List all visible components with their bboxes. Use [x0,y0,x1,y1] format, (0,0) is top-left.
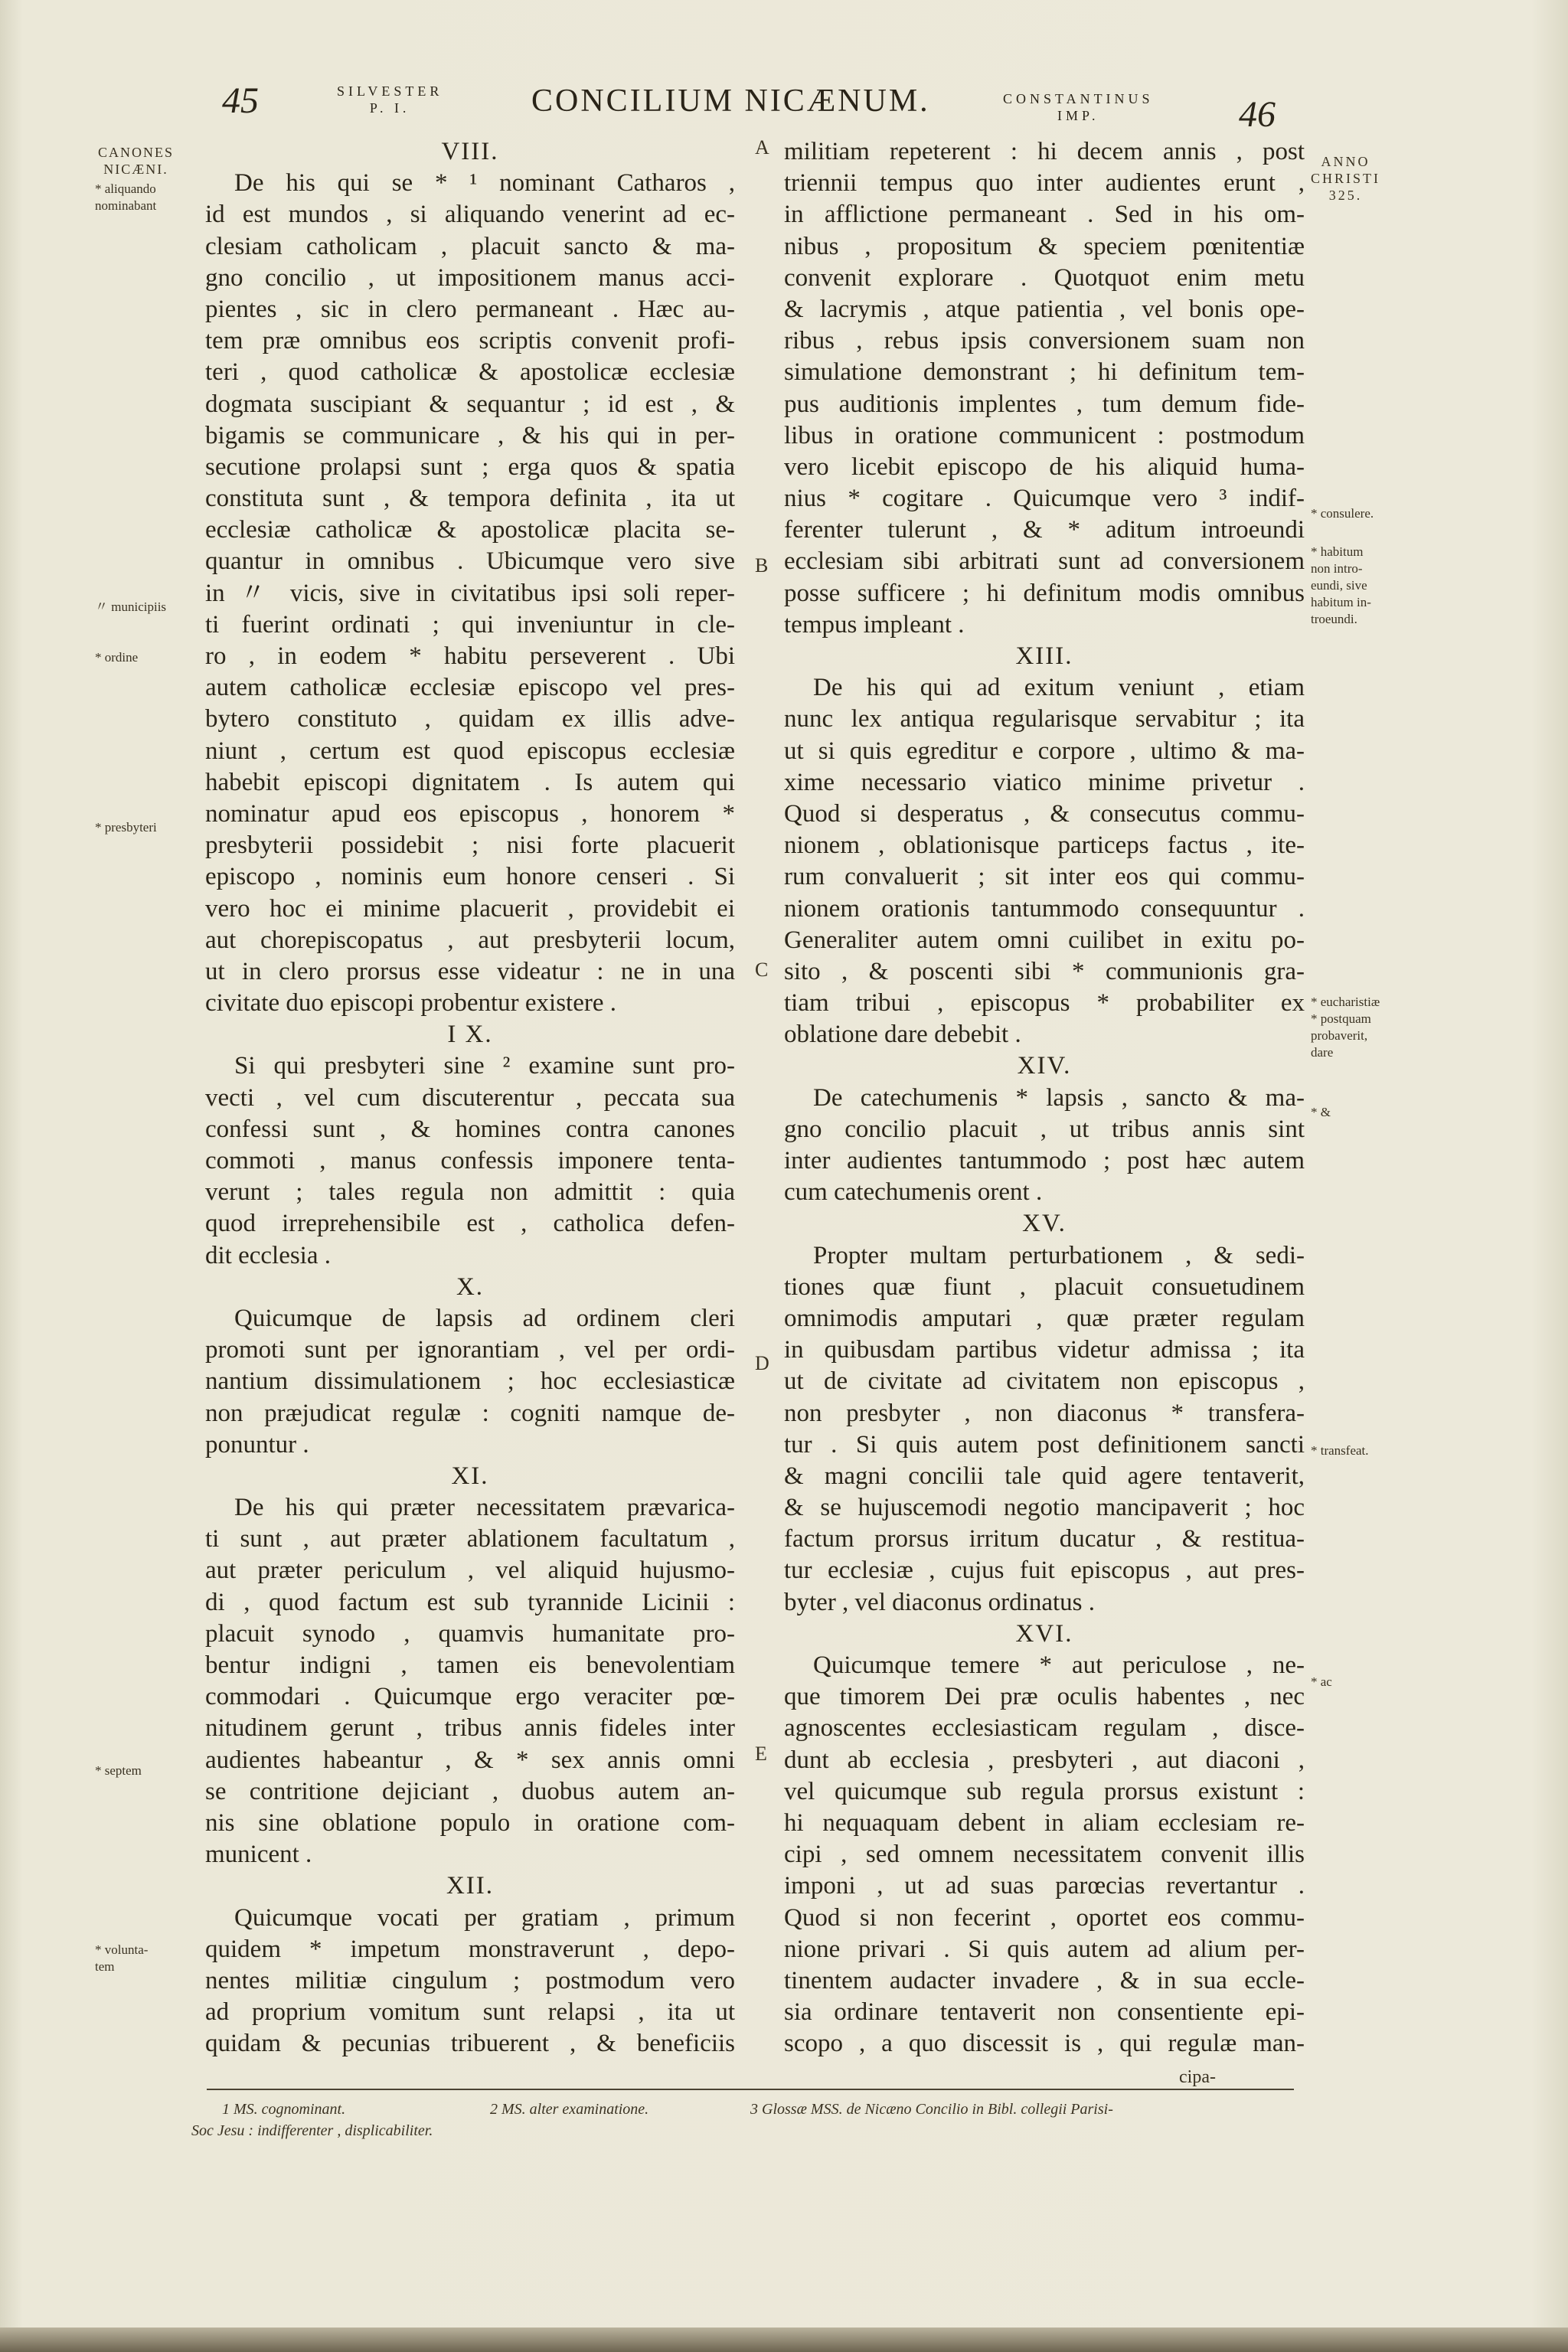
column-section-letter: B [755,554,769,577]
text-line: placuit synodo , quamvis humanitate pro- [205,1619,735,1648]
text-line: se contritione dejiciant , duobus autem an- [205,1777,735,1805]
margin-note: * volunta- [95,1942,149,1957]
text-line: bytero constituto , quidam ex illis adve- [205,705,735,733]
running-head-emperor-line: CONSTANTINUS [1003,91,1154,106]
text-line: Quod si desperatus , & consecutus commu- [784,799,1305,828]
text-line: tur . Si quis autem post definitionem sancti [784,1430,1305,1459]
text-line: Quicumque vocati per gratiam , primum [234,1903,735,1932]
text-line: autem catholicæ ecclesiæ episcopo vel pres- [205,674,735,702]
margin-title-line: ANNO [1321,154,1370,169]
text-line: byter , vel diaconus ordinatus . [784,1588,1095,1616]
text-line: nentes militiæ cingulum ; postmodum vero [205,1966,735,1994]
text-line: Quod si non fecerint , oportet eos commu- [784,1903,1305,1932]
column-section-letter: A [755,136,769,158]
text-line: ecclesiam sibi arbitrati sunt ad conversionem [784,547,1305,576]
text-line: habebit episcopi dignitatem . Is autem qui [205,768,735,796]
margin-note: * septem [95,1763,142,1778]
text-line: cipi , sed omnem necessitatem convenit illis [784,1841,1305,1869]
text-line: verunt ; tales regula non admittit : quia [205,1178,735,1207]
margin-title-line: CANONES [98,145,175,160]
text-line: audientes habeantur , & * sex annis omni [205,1746,735,1774]
margin-note: * postquam [1311,1011,1371,1026]
text-line: municent . [205,1841,312,1869]
margin-note: troeundi. [1311,612,1357,626]
text-line: commodari . Quicumque ergo veraciter pœ- [205,1683,735,1711]
margin-note: probaverit, [1311,1028,1368,1043]
text-line: tiam tribui , episcopus * probabiliter ex [784,989,1305,1018]
text-line: nitudinem gerunt , tribus annis fideles inter [205,1714,735,1743]
text-column-right [784,136,1305,2060]
running-head-pope [337,83,443,116]
text-line: pientes , sic in clero permaneant . Hæc au- [205,295,735,323]
canon-heading: I X. [447,1021,493,1049]
text-line: pus auditionis implentes , tum demum fide- [784,390,1305,418]
text-line: & lacrymis , atque patientia , vel bonis ope- [784,295,1305,323]
canon-heading: XVI. [1015,1619,1073,1648]
canon-heading: VIII. [441,138,499,165]
text-line: vero licebit episcopo de his aliquid huma- [784,452,1305,481]
text-line: convenit explorare . Quotquot enim metu [784,263,1305,292]
text-line: triennii tempus quo inter audientes erunt , [784,169,1305,198]
margin-note: * consulere. [1311,506,1374,521]
text-line: nionem orationis tantummodo consequuntur . [784,894,1305,923]
text-line: nibus , propositum & speciem pœnitentiæ [784,232,1305,260]
text-line: ferenter tulerunt , & * aditum introeundi [784,516,1305,544]
text-line: non præjudicat regulæ : cogniti namque de- [205,1399,735,1427]
text-line: in 〃 vicis, sive in civitatibus ipsi soli reper- [205,579,735,607]
text-line: ut de civitate ad civitatem non episcopus , [784,1367,1305,1396]
text-line: quod irreprehensibile est , catholica defen- [205,1210,735,1238]
text-line: dogmata suscipiant & sequantur ; id est , & [205,390,735,418]
text-column-left [205,136,735,2060]
scan-edge [0,2328,1568,2352]
text-line: quidam & pecunias tribuerent , & beneficiis [205,2030,735,2058]
page-number-left: 45 [222,80,259,121]
text-line: agnoscentes ecclesiasticam regulam , disce- [784,1714,1305,1743]
running-head-pope-line: SILVESTER [337,83,443,99]
margin-note: 〃 municipiis [95,599,167,614]
margin-title-line: NICÆNI. [103,162,168,177]
text-line: posse sufficere ; hi definitum modis omnibus [784,579,1305,607]
margin-note: * eucharistiæ [1311,995,1380,1009]
text-line: promoti sunt per ignorantiam , vel per ordi- [205,1336,735,1364]
running-head-emperor-line: IMP. [1057,108,1099,123]
text-line: non presbyter , non diaconus * transfera- [784,1399,1305,1427]
margin-note: * ordine [95,650,139,665]
text-line: & magni concilii tale quid agere tentaverit, [784,1462,1305,1490]
canon-heading: XI. [451,1462,489,1490]
text-line: De catechumenis * lapsis , sancto & ma- [813,1083,1305,1112]
margin-note: dare [1311,1045,1334,1060]
text-line: & se hujuscemodi negotio mancipaverit ; hoc [784,1494,1305,1522]
text-line: De his qui se * ¹ nominant Catharos , [234,169,735,198]
canon-heading: XIII. [1015,642,1073,670]
footnote-3-continuation: Soc Jesu : indifferenter , displicabiliter. [191,2122,433,2139]
text-line: dit ecclesia . [205,1241,332,1269]
text-line: tur ecclesiæ , cujus fuit episcopus , aut pres- [784,1557,1305,1585]
text-line: quidem * impetum monstraverunt , depo- [205,1935,735,1963]
text-line: constituta sunt , & tempora definita , ita ut [205,485,735,513]
text-line: inter audientes tantummodo ; post hæc autem [784,1147,1305,1174]
catchword: cipa- [1179,2067,1216,2087]
text-line: ti fuerint ordinati ; qui inveniuntur in cle- [205,610,735,639]
text-line: que timorem Dei præ oculis habentes , nec [784,1683,1305,1711]
text-line: nione privari . Si quis autem ad alium per- [784,1935,1305,1963]
text-line: simulatione demonstrant ; hi definitum tem- [784,358,1305,387]
running-head-pope-line: P. I. [369,100,410,116]
text-line: sito , & poscenti sibi * communionis gra- [784,957,1305,985]
margin-note: habitum in- [1311,595,1371,609]
text-line: vecti , vel cum discuterentur , peccata sua [205,1083,735,1112]
text-line: nis sine oblatione populo in oratione com- [205,1808,735,1837]
text-line: civitate duo episcopi probentur existere . [205,989,616,1018]
text-line: bentur indigni , tamen eis benevolentiam [205,1651,735,1679]
text-line: scopo , a quo discessit is , qui regulæ man- [784,2030,1305,2058]
canon-heading: XV. [1022,1210,1067,1238]
footnote-3: 3 Glossæ MSS. de Nicæno Concilio in Bibl. collegii Parisi- [750,2101,1113,2118]
text-line: in afflictione permaneant . Sed in his om- [784,201,1305,229]
text-line: factum prorsus irritum ducatur , & restitua- [784,1525,1305,1553]
text-line: ti sunt , aut præter ablationem facultatum , [205,1525,735,1553]
text-line: commoti , manus confessis imponere tenta- [205,1147,735,1174]
text-line: militiam repeterent : hi decem annis , post [784,138,1305,165]
text-line: Propter multam perturbationem , & sedi- [813,1241,1305,1269]
text-line: sia ordinare tentaverit non consentiente epi- [784,1998,1305,2027]
footnote-1: 1 MS. cognominant. [222,2101,346,2118]
text-line: nionem , oblationisque particeps factus , ite- [784,831,1305,860]
text-line: gno concilio , ut impositionem manus acci- [205,263,735,292]
text-line: cum catechumenis orent . [784,1178,1043,1207]
margin-note: eundi, sive [1311,578,1367,593]
column-section-letter: D [755,1352,769,1374]
margin-title-line: 325. [1328,188,1363,203]
text-line: vel quicumque sub regula prorsus existunt : [784,1777,1305,1805]
text-line: tiones quæ fiunt , placuit consuetudinem [784,1272,1305,1301]
text-line: xime necessario viatico minime privetur . [784,768,1305,796]
text-line: presbyterii possidebit ; nisi forte placuerit [205,831,735,860]
canon-heading: XII. [446,1872,495,1900]
text-line: bigamis se communicare , & his qui in per- [205,421,735,449]
text-line: vero hoc ei minime placuerit , providebit ei [205,894,735,923]
text-line: ponuntur . [205,1430,309,1459]
page-title: CONCILIUM NICÆNUM. [531,83,930,119]
margin-note: * habitum [1311,544,1364,559]
margin-note: non intro- [1311,561,1363,576]
margin-note: * aliquando [95,181,156,196]
text-line: Generaliter autem omni cuilibet in exitu po- [784,926,1305,954]
text-line: omnimodis amputari , quæ præter regulam [784,1304,1305,1332]
margin-title-line: CHRISTI [1311,171,1381,186]
text-line: dunt ab ecclesia , presbyteri , aut diaconi , [784,1746,1305,1774]
text-line: tem præ omnibus eos scriptis convenit profi- [205,327,735,355]
text-line: nominatur apud eos episcopus , honorem * [205,799,735,828]
footnote-rule [207,2089,1294,2090]
margin-note: nominabant [95,198,157,213]
text-line: oblatione dare debebit . [784,1021,1021,1049]
text-line: di , quod factum est sub tyrannide Licinii : [205,1588,735,1616]
text-line: confessi sunt , & homines contra canones [205,1115,735,1143]
text-line: tinentem audacter invadere , & in sua eccle- [784,1966,1305,1994]
running-head-emperor [1003,90,1154,124]
margin-title-anno [1311,153,1380,204]
page-number-right: 46 [1239,94,1276,135]
text-line: nunc lex antiqua regularisque servabitur ; ita [784,705,1305,733]
text-line: ad proprium vomitum sunt relapsi , ita ut [205,1998,735,2027]
text-line: episcopo , nominis eum honore censeri . Si [205,863,735,891]
text-line: rum convaluerit ; sit inter eos qui commu- [784,863,1305,891]
column-section-letter: C [755,959,769,981]
text-line: in quibusdam partibus videtur admissa ; ita [784,1336,1305,1364]
text-line: ut si quis egreditur e corpore , ultimo & ma- [784,737,1305,765]
text-line: clesiam catholicam , placuit sancto & ma- [205,232,735,260]
text-line: ro , in eodem * habitu perseverent . Ubi [205,642,735,670]
text-line: aut præter periculum , vel aliquid hujusmo- [205,1557,735,1585]
text-line: De his qui ad exitum veniunt , etiam [813,674,1305,702]
text-line: libus in oratione communicent : postmodum [784,421,1305,449]
margin-note: * ac [1311,1674,1332,1689]
footnote-2: 2 MS. alter examinatione. [490,2101,649,2118]
text-line: teri , quod catholicæ & apostolicæ ecclesiæ [205,358,735,387]
text-line: nius * cogitare . Quicumque vero ³ indif- [784,485,1305,513]
canon-heading: XIV. [1017,1052,1072,1080]
text-line: De his qui præter necessitatem prævarica- [234,1494,735,1522]
text-line: aut chorepiscopatus , aut presbyterii locum, [205,926,735,954]
text-line: nantium dissimulationem ; hoc ecclesiasticæ [205,1367,735,1396]
column-section-letter: E [755,1743,767,1765]
margin-note: * & [1311,1105,1331,1119]
text-line: id est mundos , si aliquando venerint ad ec- [205,201,735,229]
text-line: ecclesiæ catholicæ & apostolicæ placita se- [205,516,735,544]
text-line: ribus , rebus ipsis conversionem suam non [784,327,1305,355]
text-line: gno concilio placuit , ut tribus annis sint [784,1115,1305,1143]
margin-note: * presbyteri [95,820,157,835]
canon-heading: X. [456,1272,485,1301]
margin-title-canones [98,144,174,178]
text-line: tempus impleant . [784,610,965,639]
text-line: niunt , certum est quod episcopus ecclesiæ [205,737,735,765]
text-line: Quicumque temere * aut periculose , ne- [813,1651,1305,1679]
text-line: hi nequaquam debent in aliam ecclesiam re- [784,1808,1305,1837]
margin-note: tem [95,1959,115,1974]
text-line: quantur in omnibus . Ubicumque vero sive [205,547,735,576]
text-line: secutione prolapsi sunt ; erga quos & spatia [205,452,735,481]
text-line: Si qui presbyteri sine ² examine sunt pro- [234,1052,735,1080]
margin-note: * transfeat. [1311,1443,1369,1458]
text-line: imponi , ut ad suas parœcias revertantur . [784,1872,1305,1900]
text-line: ut in clero prorsus esse videatur : ne in una [205,957,735,985]
text-line: Quicumque de lapsis ad ordinem cleri [234,1304,735,1332]
